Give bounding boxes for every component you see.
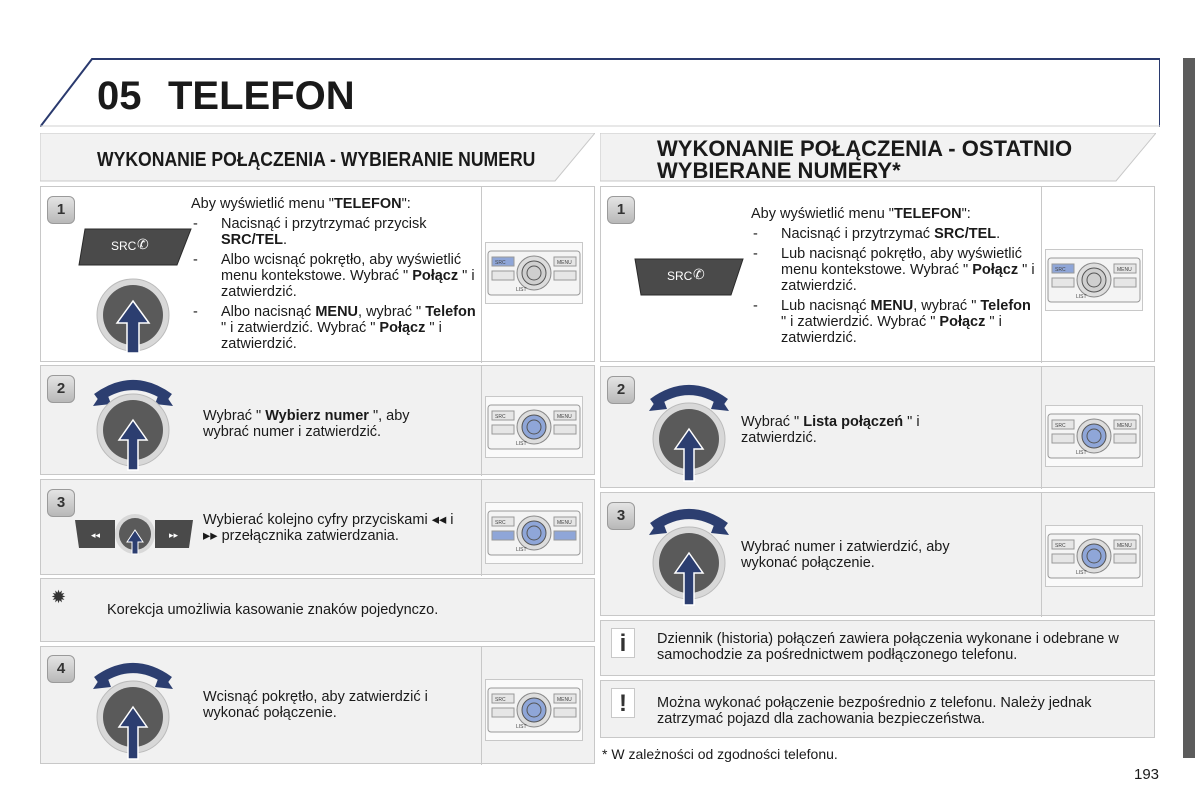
rotary-knob-turn-press <box>647 381 731 490</box>
svg-text:SRC: SRC <box>495 260 506 266</box>
right-step-1-text <box>751 206 1036 346</box>
step-intro <box>191 196 481 212</box>
svg-text:SRC: SRC <box>495 414 506 420</box>
bullet <box>751 298 1036 346</box>
step-intro <box>751 206 1036 222</box>
radio-panel-thumbnail <box>485 679 583 741</box>
right-info-box <box>600 620 1155 676</box>
left-step-1-text <box>191 196 481 352</box>
left-step-2-text: Wybrać " Wybierz numer ", aby wybrać numer i zatwierdzić. <box>203 408 410 440</box>
svg-text:◂◂: ◂◂ <box>91 530 101 540</box>
radio-panel-drawing <box>1046 526 1142 586</box>
info-icon: i <box>611 628 635 658</box>
thumb-divider <box>1041 187 1042 363</box>
step-number-badge: 3 <box>47 489 75 517</box>
left-step-2 <box>40 365 595 475</box>
svg-text:LIST: LIST <box>516 724 527 730</box>
svg-text:LIST: LIST <box>516 287 527 293</box>
left-step-3-text: Wybierać kolejno cyfry przyciskami ◂◂ i ▸▸ przełącznika zatwierdzania. <box>203 512 454 544</box>
right-step-1 <box>600 186 1155 362</box>
footnote: * W zależności od zgodności telefonu. <box>602 746 838 762</box>
svg-text:SRC: SRC <box>495 520 506 526</box>
seek-buttons-icon <box>75 510 195 556</box>
rotary-knob-turn-press <box>91 659 175 768</box>
page-number: 193 <box>1134 766 1160 783</box>
step-number-badge: 1 <box>47 196 75 224</box>
thumb-divider <box>481 647 482 765</box>
radio-panel-drawing <box>486 680 582 740</box>
left-step-4-text: Wcisnąć pokrętło, aby zatwierdzić i wykonać połączenie. <box>203 689 428 721</box>
right-section-title: WYKONANIE POŁĄCZENIA - OSTATNIO WYBIERANE NUMERY* <box>657 136 1073 183</box>
svg-text:SRC: SRC <box>1055 267 1066 273</box>
svg-text:MENU: MENU <box>1117 423 1132 429</box>
step-number-badge: 4 <box>47 655 75 683</box>
phone-icon: ✆ <box>137 236 149 252</box>
svg-text:LIST: LIST <box>516 441 527 447</box>
right-step-2-text: Wybrać " Lista połączeń " i zatwierdzić. <box>741 414 920 446</box>
knob-rotate-push-icon <box>647 381 731 485</box>
thumb-divider <box>1041 367 1042 489</box>
right-warning-box <box>600 680 1155 738</box>
tip-text: Korekcja umożliwia kasowanie znaków pojedynczo. <box>107 602 439 618</box>
svg-text:MENU: MENU <box>557 414 572 420</box>
svg-text:SRC: SRC <box>1055 543 1066 549</box>
svg-text:MENU: MENU <box>557 697 572 703</box>
left-tip-box <box>40 578 595 642</box>
knob-rotate-push-icon <box>91 376 175 472</box>
radio-panel-thumbnail <box>485 396 583 458</box>
right-step-3 <box>600 492 1155 616</box>
rotary-knob-press <box>93 275 177 364</box>
step-number-badge: 1 <box>607 196 635 224</box>
chapter-number: 05 <box>97 74 142 118</box>
seek-buttons-control <box>75 510 195 561</box>
phone-icon: ✆ <box>693 266 705 282</box>
svg-text:LIST: LIST <box>1076 294 1087 300</box>
radio-panel-thumbnail <box>1045 405 1143 467</box>
bullet <box>751 226 1036 242</box>
step-number-badge: 2 <box>47 375 75 403</box>
left-step-4 <box>40 646 595 764</box>
step-number-badge: 3 <box>607 502 635 530</box>
right-step-3-text: Wybrać numer i zatwierdzić, aby wykonać połączenie. <box>741 539 950 571</box>
bullet-text: Nacisnąć i przytrzymać SRC/TEL. <box>781 226 1001 242</box>
thumb-divider <box>481 480 482 576</box>
svg-text:MENU: MENU <box>557 260 572 266</box>
svg-text:LIST: LIST <box>1076 450 1087 456</box>
svg-text:LIST: LIST <box>516 547 527 553</box>
bullet <box>191 252 481 300</box>
right-section-heading <box>600 133 1156 183</box>
radio-panel-thumbnail <box>485 502 583 564</box>
svg-text:MENU: MENU <box>557 520 572 526</box>
svg-text:SRC: SRC <box>1055 423 1066 429</box>
radio-panel-thumbnail <box>1045 249 1143 311</box>
bullet <box>191 216 481 248</box>
radio-panel-drawing <box>486 397 582 457</box>
svg-text:MENU: MENU <box>1117 543 1132 549</box>
rotary-knob-turn-press <box>647 505 731 614</box>
bullet <box>751 246 1036 294</box>
bullet-text: Albo wcisnąć pokrętło, aby wyświetlić menu kontekstowe. Wybrać " Połącz " i zatwierdzić. <box>221 252 475 300</box>
warning-text: Można wykonać połączenie bezpośrednio z telefonu. Należy jednak zatrzymać pojazd dla zachowania bezpieczeństwa. <box>657 695 1092 727</box>
src-button-label: SRC <box>667 269 693 283</box>
knob-push-icon <box>93 275 177 359</box>
warning-icon: ! <box>611 688 635 718</box>
step-number-badge: 2 <box>607 376 635 404</box>
bullet-text: Nacisnąć i przytrzymać przycisk SRC/TEL. <box>221 216 427 248</box>
svg-text:SRC: SRC <box>495 697 506 703</box>
radio-panel-thumbnail <box>1045 525 1143 587</box>
left-step-1 <box>40 186 595 362</box>
thumb-divider <box>481 366 482 476</box>
radio-panel-drawing <box>1046 406 1142 466</box>
knob-rotate-push-icon <box>91 659 175 763</box>
bullet-text: Lub nacisnąć MENU, wybrać " Telefon " i zatwierdzić. Wybrać " Połącz " i zatwierdzić. <box>781 298 1031 346</box>
bulb-tip-icon: ✹ <box>51 587 67 607</box>
intro-text: Aby wyświetlić menu "TELEFON": <box>191 196 411 212</box>
src-tel-button <box>633 257 745 302</box>
src-button-label: SRC <box>111 239 137 253</box>
svg-text:MENU: MENU <box>1117 267 1132 273</box>
intro-text: Aby wyświetlić menu "TELEFON": <box>751 206 971 222</box>
chapter-header <box>40 57 1160 127</box>
svg-text:▸▸: ▸▸ <box>169 530 179 540</box>
info-text: Dziennik (historia) połączeń zawiera połączenia wykonane i odebrane w samochodzie za pośrednictwem podłączonego telefonu. <box>657 631 1119 663</box>
left-step-3 <box>40 479 595 575</box>
thumb-divider <box>1041 493 1042 617</box>
thumb-divider <box>481 187 482 363</box>
bullet-text: Lub nacisnąć pokrętło, aby wyświetlić menu kontekstowe. Wybrać " Połącz " i zatwierdzić. <box>781 246 1035 294</box>
bullet <box>191 304 481 352</box>
left-section-title: WYKONANIE POŁĄCZENIA - WYBIERANIE NUMERU <box>97 149 536 171</box>
svg-text:LIST: LIST <box>1076 570 1087 576</box>
radio-panel-drawing <box>486 243 582 303</box>
knob-rotate-push-icon <box>647 505 731 609</box>
rotary-knob-turn-press <box>91 376 175 477</box>
bullet-text: Albo nacisnąć MENU, wybrać " Telefon " i zatwierdzić. Wybrać " Połącz " i zatwierdzić. <box>221 304 476 352</box>
src-tel-button <box>77 227 193 272</box>
chapter-title: TELEFON <box>168 74 355 118</box>
radio-panel-drawing <box>486 503 582 563</box>
radio-panel-drawing <box>1046 250 1142 310</box>
left-section-heading <box>40 133 595 183</box>
right-step-2 <box>600 366 1155 488</box>
chapter-tab-bar <box>1183 58 1195 758</box>
radio-panel-thumbnail <box>485 242 583 304</box>
